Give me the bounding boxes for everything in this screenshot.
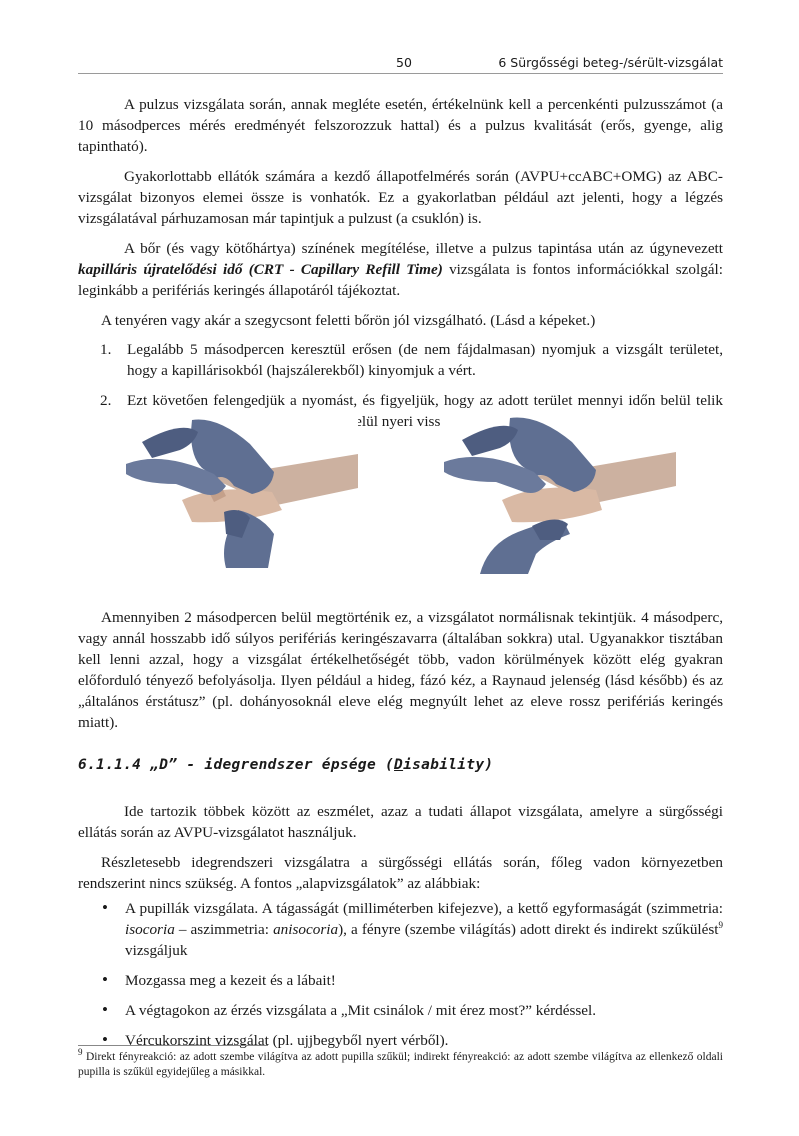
list-item: • Mozgassa meg a kezeit és a lábait! [102, 970, 336, 989]
list-item: • Vércukorszint vizsgálat (pl. ujjbegyből nyert vérből). [102, 1030, 449, 1049]
list-item: • A végtagokon az érzés vizsgálata a „Mit csinálok / mit érez most?” kérdéssel. [102, 1000, 597, 1019]
paragraph-palm: A tenyéren vagy akár a szegycsont feletti bőrön jól vizsgálható. (Lásd a képeket.) [101, 312, 596, 329]
footnote: $^9$ Direkt fényreakció: az adott szembe világítva az adott pupilla szűkül; indirekt fényreakció: az adott szembe világítva az ellenkező oldali pupilla is szűkül egyidejűleg a másikkal. [78, 1047, 723, 1078]
footnote-divider [78, 1045, 268, 1046]
crt-term: kapilláris újratelődési idő (CRT - Capillary Refill Time) [78, 261, 443, 278]
chapter-title: 6 Sürgősségi beteg-/sérült-vizsgálat [498, 55, 723, 70]
pulse-paragraph [78, 94, 723, 432]
crt-release-photo [440, 414, 676, 574]
page-header [78, 53, 723, 74]
paragraph-crt: A bőr (és vagy kötőhártya) színének megítélése, illetve a pulzus tapintása után az úgynevezett kapilláris újratelődési idő (CRT - Capillary Refill Time) vizsgálata is fontos információkkal szolgál: leginkább a perifériás keringés állapotáról tájékoztat. [78, 240, 723, 299]
paragraph-consciousness: Ide tartozik többek között az eszmélet, azaz a tudati állapot vizsgálata, amelyre a sürgősségi ellátás során az AVPU-vizsgálatot használjuk. [78, 803, 723, 841]
paragraph-evaluation: Amennyiben 2 másodpercen belül megtörténik ez, a vizsgálatot normálisnak tekintjük. 4 másodperc, vagy annál hosszabb idő súlyos perifériás keringészavarra (általában sokkra) utal. Ugyanakkor tisztában kell lenni azzal, hogy a vizsgálat értékelhetőségét több, vadon körülmények között elég gyakran előforduló tényező befolyásolja. Ilyen például a hideg, fázó kéz, a Raynaud jelenség (lásd később) és az „általános érstátusz” (pl. dohányosoknál eleve elég megnyúlt lehet az eleve rossz perifériás keringés miatt). [78, 609, 723, 731]
paragraph-abc: Gyakorlottabb ellátók számára a kezdő állapotfelmérés során (AVPU+ccABC+OMG) az ABC-vizsgálat bizonyos elemei össze is vonhatók. Ez a gyakorlatban például azt jelenti, hogy a légzés vizsgálatával párhuzamosan már tapintjuk a pulzust (a csuklón) is. [78, 168, 723, 227]
list-item: • A pupillák vizsgálata. A tágasságát (milliméterben kifejezve), a kettő egyformaságát (szimmetria: isocoria – aszimmetria: anisocoria), a fényre (szembe világítás) adott direkt és indirekt szűkülést$^9$ vizsgáljuk [102, 898, 723, 959]
page-number: 50 [396, 55, 412, 70]
neuro-exam-list [78, 898, 723, 1051]
paragraph-basic-exams: Részletesebb idegrendszeri vizsgálatra a sürgősségi ellátás során, főleg vadon környezetben rendszerint nincs szükség. A fontos „alapvizsgálatok” az alábbiak: [78, 854, 723, 892]
section-heading: 6.1.1.4 „D” - idegrendszer épsége (Disability) [78, 757, 494, 773]
footnote-ref[interactable]: 9 [718, 919, 723, 930]
crt-evaluation [78, 607, 723, 733]
list-item: 1. Legalább 5 másodpercen keresztül erősen (de nem fájdalmasan) nyomjuk a vizsgált területet, hogy a kapillárisokból (hajszálerekből) kinyomjuk a vért. [100, 341, 723, 379]
list-item: 2. Ezt követően felengedjük a nyomást, és figyeljük, hogy az adott terület mennyi időn belül telik belül nyeri vissza [100, 392, 723, 430]
disability-section [78, 801, 723, 1051]
crt-press-photo [122, 414, 358, 568]
paragraph-pulse: A pulzus vizsgálata során, annak megléte esetén, értékelnünk kell a percenkénti pulzusszámot (a 10 másodperces mérés eredményét felszorozzuk hattal) és a pulzus kvalitását (erős, gyenge, alig tapintható). [78, 96, 723, 155]
